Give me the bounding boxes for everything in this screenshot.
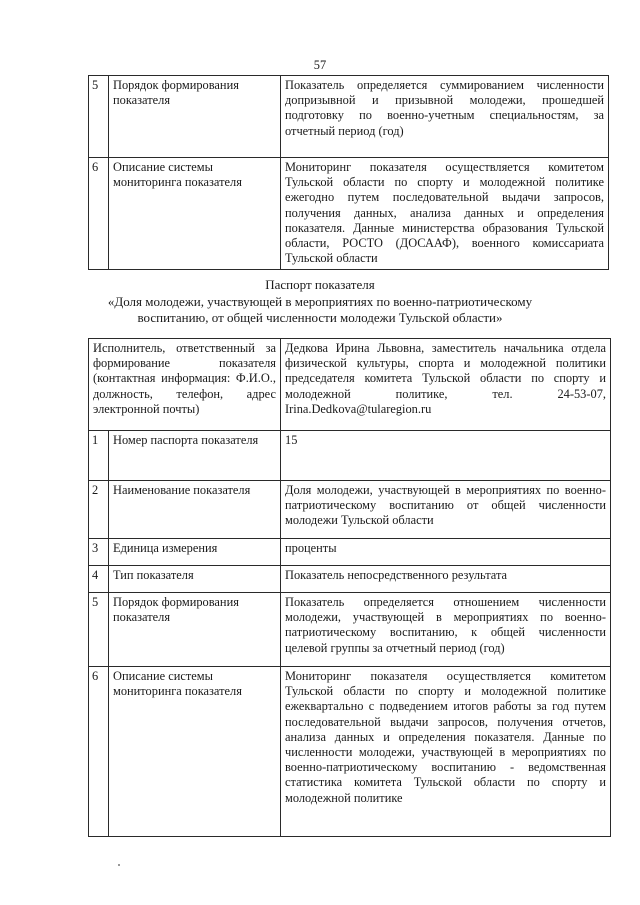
row-number: 5 xyxy=(89,76,109,158)
row-value: 15 xyxy=(281,431,611,481)
row-number: 6 xyxy=(89,158,109,270)
table-row xyxy=(89,566,611,593)
row-label: Порядок формирования показателя xyxy=(109,76,281,158)
passport-subtitle-line2: воспитанию, от общей численности молодежи Тульской области» xyxy=(137,310,503,325)
indicator-table-continued xyxy=(88,75,609,270)
row-value: Показатель определяется суммированием численности допризывной и призывной молодежи, прошедшей подготовку по военно-учетным специальностям, за отчетный период (год) xyxy=(281,76,609,158)
table-row xyxy=(89,667,611,837)
table-row xyxy=(89,431,611,481)
table-row xyxy=(89,76,609,158)
row-label: Описание системы мониторинга показателя xyxy=(109,667,281,837)
executor-value: Дедкова Ирина Львовна, заместитель начальника отдела физической культуры, спорта и молодежной политики председателя комитета Тульской области по спорту и молодежной политике, тел. 24-53-07, Irina.Dedkova@tularegion.ru xyxy=(281,339,611,431)
indicator-passport-table xyxy=(88,338,611,837)
row-number: 6 xyxy=(89,667,109,837)
scan-speck xyxy=(118,864,120,866)
row-number: 2 xyxy=(89,481,109,539)
page-number: 57 xyxy=(313,58,327,72)
row-label: Порядок формирования показателя xyxy=(109,593,281,667)
row-value: Мониторинг показателя осуществляется комитетом Тульской области по спорту и молодежной политике ежегодно путем последовательной выдачи запросов, получения данных, анализа данных и определения показателя. Данные министерства образования Тульской области, РОСТО (ДОСААФ), военного комиссариата Тульской области xyxy=(281,158,609,270)
row-value: проценты xyxy=(281,539,611,566)
row-value: Показатель непосредственного результата xyxy=(281,566,611,593)
table-row xyxy=(89,539,611,566)
row-number: 1 xyxy=(89,431,109,481)
executor-label: Исполнитель, ответственный за формирование показателя (контактная информация: Ф.И.О., должность, телефон, адрес электронной почты) xyxy=(89,339,281,431)
row-label: Описание системы мониторинга показателя xyxy=(109,158,281,270)
passport-subtitle-line1: «Доля молодежи, участвующей в мероприятиях по военно-патриотическому xyxy=(107,294,533,309)
table-row xyxy=(89,481,611,539)
row-label: Наименование показателя xyxy=(109,481,281,539)
row-label: Тип показателя xyxy=(109,566,281,593)
table-row xyxy=(89,593,611,667)
row-value: Мониторинг показателя осуществляется комитетом Тульской области по спорту и молодежной политике ежеквартально с подведением итогов работы за год путем последовательной выдачи запросов, получения отчетов, анализа данных и определения показателя. Данные по численности молодежи, участвующей в мероприятиях по военно-патриотическому воспитанию - ведомственная статистика комитета Тульской области по спорту и молодежной политике xyxy=(281,667,611,837)
row-value: Показатель определяется отношением численности молодежи, участвующей в мероприятиях по военно-патриотическому воспитанию, к общей численности целевой группы за отчетный период (год) xyxy=(281,593,611,667)
row-number: 3 xyxy=(89,539,109,566)
row-number: 4 xyxy=(89,566,109,593)
row-label: Номер паспорта показателя xyxy=(109,431,281,481)
executor-row xyxy=(89,339,611,431)
table-row xyxy=(89,158,609,270)
row-value: Доля молодежи, участвующей в мероприятиях по военно-патриотическому воспитанию от общей численности молодежи Тульской области xyxy=(281,481,611,539)
passport-title: Паспорт показателя xyxy=(265,277,375,292)
row-number: 5 xyxy=(89,593,109,667)
row-label: Единица измерения xyxy=(109,539,281,566)
